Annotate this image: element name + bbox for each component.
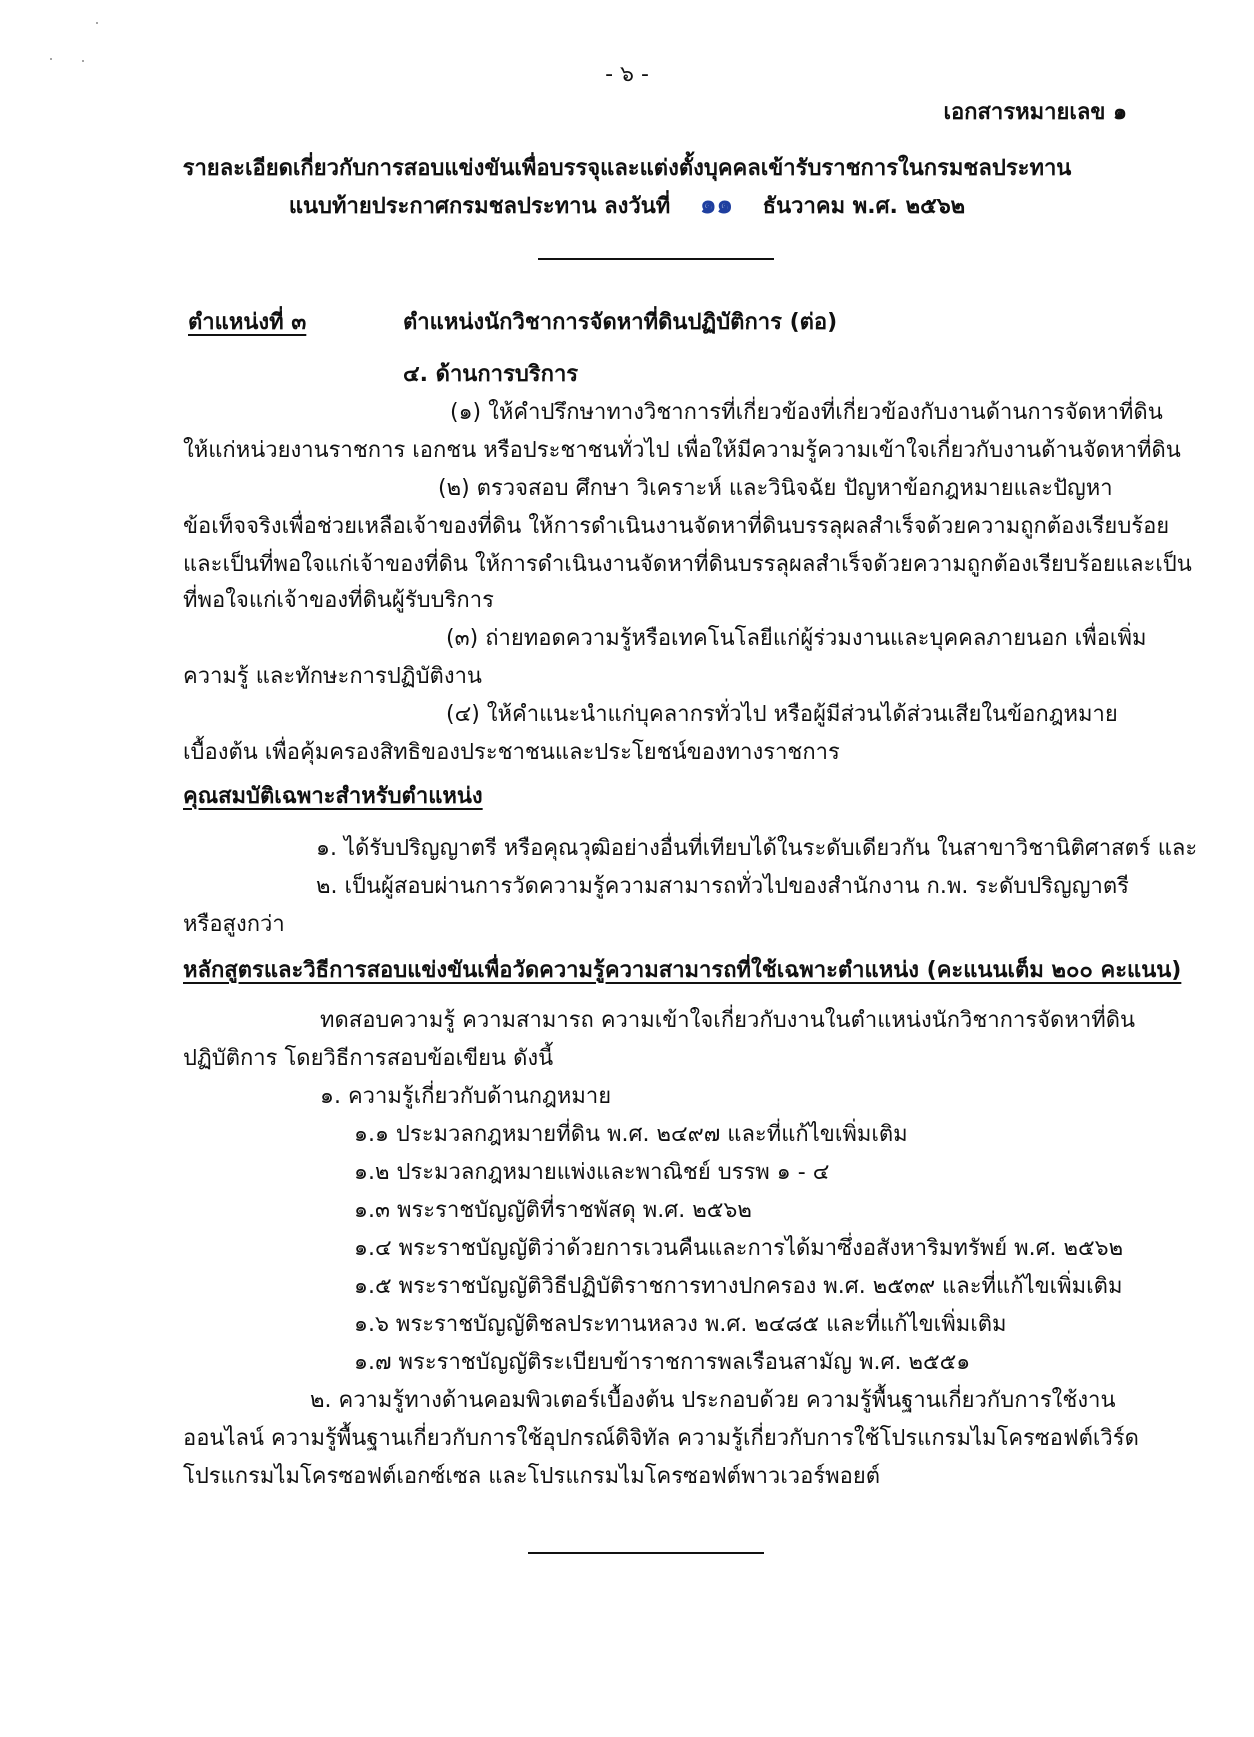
law-item: ๑.๗ พระราชบัญญัติระเบียบข้าราชการพลเรือนสามัญ พ.ศ. ๒๕๕๑ [354,1350,971,1375]
title-line-1: รายละเอียดเกี่ยวกับการสอบแข่งขันเพื่อบรรจุและแต่งตั้งบุคคลเข้ารับราชการในกรมชลประทาน [182,156,1072,181]
computer-line-3: โปรแกรมไมโครซอฟต์เอกซ์เซล และโปรแกรมไมโครซอฟต์พาวเวอร์พอยต์ [183,1464,881,1489]
service-heading: ๔. ด้านการบริการ [403,362,579,387]
computer-line-1: ๒. ความรู้ทางด้านคอมพิวเตอร์เบื้องต้น ประกอบด้วย ความรู้พื้นฐานเกี่ยวกับการใช้งาน [310,1388,1116,1413]
position-title: ตำแหน่งนักวิชาการจัดหาที่ดินปฏิบัติการ (ต่อ) [403,310,838,335]
service-item-1-line-2: ให้แก่หน่วยงานราชการ เอกชน หรือประชาชนทั่วไป เพื่อให้มีความรู้ความเข้าใจเกี่ยวกับงานด้านจัดหาที่ดิน [183,438,1181,463]
law-item: ๑.๓ พระราชบัญญัติที่ราชพัสดุ พ.ศ. ๒๕๖๒ [354,1198,752,1223]
curriculum-intro-line-2: ปฏิบัติการ โดยวิธีการสอบข้อเขียน ดังนี้ [183,1046,554,1071]
law-item: ๑.๒ ประมวลกฎหมายแพ่งและพาณิชย์ บรรพ ๑ - ๔ [354,1160,830,1185]
service-item-2-line-4: ที่พอใจแก่เจ้าของที่ดินผู้รับบริการ [183,588,494,613]
service-item-4-line-1: (๔) ให้คำแนะนำแก่บุคลากรทั่วไป หรือผู้มีส่วนได้ส่วนเสียในข้อกฎหมาย [446,702,1118,727]
closing-divider [528,1552,764,1554]
computer-line-2: ออนไลน์ ความรู้พื้นฐานเกี่ยวกับการใช้อุปกรณ์ดิจิทัล ความรู้เกี่ยวกับการใช้โปรแกรมไมโครซอฟต์เวิร์ด [183,1426,1139,1451]
law-heading: ๑. ความรู้เกี่ยวกับด้านกฎหมาย [320,1084,612,1109]
qualifications-heading: คุณสมบัติเฉพาะสำหรับตำแหน่ง [183,784,483,809]
service-item-3-line-2: ความรู้ และทักษะการปฏิบัติงาน [183,664,482,689]
document-reference: เอกสารหมายเลข ๑ [943,100,1127,125]
curriculum-heading: หลักสูตรและวิธีการสอบแข่งขันเพื่อวัดความรู้ความสามารถที่ใช้เฉพาะตำแหน่ง (คะแนนเต็ม ๒๐๐ คะแนน) [183,958,1182,983]
qualification-2-line-2: หรือสูงกว่า [183,912,285,937]
title-line-2 [0,190,1254,222]
law-item: ๑.๕ พระราชบัญญัติวิธีปฏิบัติราชการทางปกครอง พ.ศ. ๒๕๓๙ และที่แก้ไขเพิ่มเติม [354,1274,1123,1299]
page-number: - ๖ - [605,62,649,87]
service-item-3-line-1: (๓) ถ่ายทอดความรู้หรือเทคโนโลยีแก่ผู้ร่วมงานและบุคคลภายนอก เพื่อเพิ่ม [446,626,1147,651]
service-item-2-line-3: และเป็นที่พอใจแก่เจ้าของที่ดิน ให้การดำเนินงานจัดหาที่ดินบรรลุผลสำเร็จด้วยความถูกต้องเรียบร้อยและเป็น [183,552,1192,577]
curriculum-intro-line-1: ทดสอบความรู้ ความสามารถ ความเข้าใจเกี่ยวกับงานในตำแหน่งนักวิชาการจัดหาที่ดิน [320,1008,1136,1033]
scan-speck [96,22,98,24]
law-item: ๑.๔ พระราชบัญญัติว่าด้วยการเวนคืนและการได้มาซึ่งอสังหาริมทรัพย์ พ.ศ. ๒๕๖๒ [354,1236,1124,1261]
service-item-1-line-1: (๑) ให้คำปรึกษาทางวิชาการที่เกี่ยวข้องที่เกี่ยวข้องกับงานด้านการจัดหาที่ดิน [450,400,1163,425]
service-item-4-line-2: เบื้องต้น เพื่อคุ้มครองสิทธิของประชาชนและประโยชน์ของทางราชการ [183,740,840,765]
position-label: ตำแหน่งที่ ๓ [188,310,307,335]
qualification-2-line-1: ๒. เป็นผู้สอบผ่านการวัดความรู้ความสามารถทั่วไปของสำนักงาน ก.พ. ระดับปริญญาตรี [316,874,1129,899]
service-item-2-line-1: (๒) ตรวจสอบ ศึกษา วิเคราะห์ และวินิจฉัย ปัญหาข้อกฎหมายและปัญหา [438,476,1113,501]
qualification-1: ๑. ได้รับปริญญาตรี หรือคุณวุฒิอย่างอื่นที่เทียบได้ในระดับเดียวกัน ในสาขาวิชานิติศาสตร์ และ [316,836,1198,861]
law-item: ๑.๑ ประมวลกฎหมายที่ดิน พ.ศ. ๒๔๙๗ และที่แก้ไขเพิ่มเติม [354,1122,908,1147]
service-item-2-line-2: ข้อเท็จจริงเพื่อช่วยเหลือเจ้าของที่ดิน ให้การดำเนินงานจัดหาที่ดินบรรลุผลสำเร็จด้วยความถูกต้องเรียบร้อย [183,514,1170,539]
title-line-2-prefix: แนบท้ายประกาศกรมชลประทาน ลงวันที่ [288,194,671,219]
law-item: ๑.๖ พระราชบัญญัติชลประทานหลวง พ.ศ. ๒๔๘๕ และที่แก้ไขเพิ่มเติม [354,1312,1007,1337]
title-line-2-day: ๑๑ [699,190,733,220]
title-line-2-suffix: ธันวาคม พ.ศ. ๒๕๖๒ [762,194,966,219]
title-divider [538,258,774,260]
